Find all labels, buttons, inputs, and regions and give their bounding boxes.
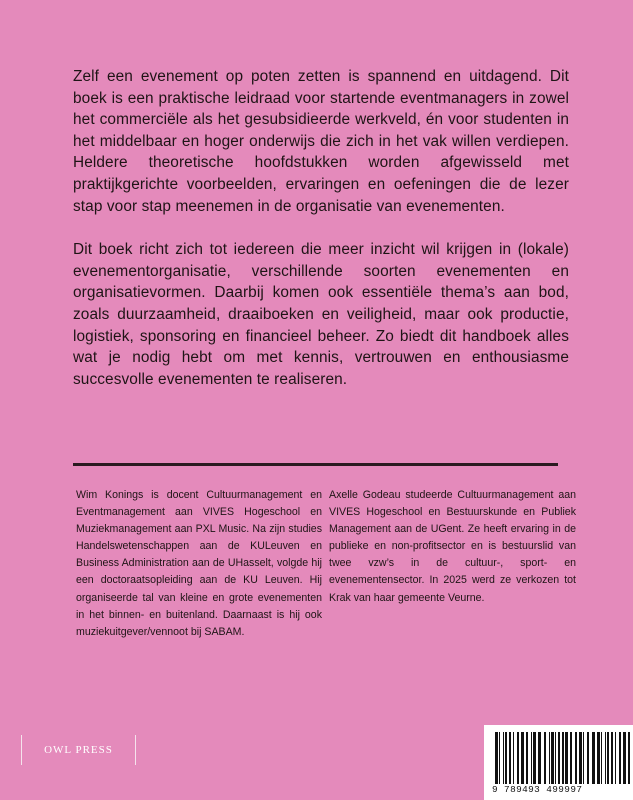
author-bio-text: Axelle Godeau studeerde Cultuurmanagement aan VIVES Hogeschool en Bestuurskunde en Publiek Management aan de UGent. Ze heeft ervaring in de publieke en non-profitsector en is bestuurslid van twee vzw’s in de cultuur-, sport- en evenementensector. In 2025 werd ze verkozen tot Krak van haar gemeente Veurne.: [329, 489, 576, 604]
blurb-paragraph-1: Zelf een evenement op poten zetten is spannend en uitdagend. Dit boek is een praktische leidraad voor startende eventmanagers in zowel het commerciële als het gesubsidieerde werkveld, én voor studenten in het middelbaar en hoger onderwijs die zich in het vak willen verdiepen. Heldere theoretische hoofdstukken worden afgewisseld met praktijkgerichte voorbeelden, ervaringen en oefeningen die de lezer stap voor stap meenemen in de organisatie van evenementen.: [73, 68, 569, 215]
back-cover-blurb: [73, 66, 569, 390]
publisher-logo: OWL PRESS: [21, 735, 136, 765]
isbn-barcode: [484, 725, 633, 800]
divider-rule: [73, 463, 558, 466]
blurb-paragraph-2: Dit boek richt zich tot iedereen die meer inzicht wil krijgen in (lokale) evenementorganisatie, verschillende soorten evenementen en organisatievormen. Daarbij komen ook essentiële thema’s aan bod, zoals duurzaamheid, draaiboeken en veiligheid, maar ook productie, logistiek, sponsoring en financieel beheer. Zo biedt dit handboek alles wat je nodig hebt om met kennis, vertrouwen en enthousiasme succesvolle evenementen te realiseren.: [73, 241, 569, 388]
author-bio-axelle-godeau: [329, 487, 576, 607]
barcode-icon: [493, 732, 633, 784]
author-bio-text: Wim Konings is docent Cultuurmanagement en Eventmanagement aan VIVES Hogeschool en Muziekmanagement aan PXL Music. Na zijn studies Handelswetenschappen aan de KULeuven en Business Administration aan de UHasselt, volgde hij een doctoraatsopleiding aan de KU Leuven. Hij organiseerde tal van kleine en grote evenementen in het binnen- en buitenland. Daarnaast is hij ook muziekuitgever/vennoot bij SABAM.: [76, 489, 322, 638]
isbn-digits: 9 789493 499997: [492, 784, 583, 795]
author-bio-wim-konings: [76, 487, 322, 641]
